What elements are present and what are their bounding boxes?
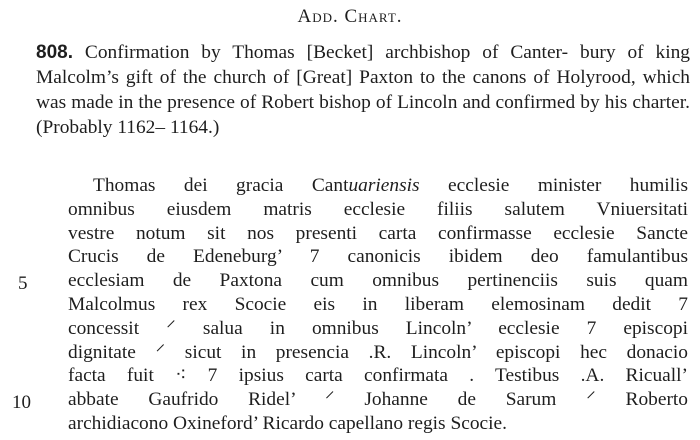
charter-line-1-text: Thomas dei gracia Cant xyxy=(93,175,349,196)
line-number-5: 5 xyxy=(18,273,28,294)
charter-text xyxy=(68,174,688,436)
charter-line-6: Malcolmus rex Scocie eis in liberam elemosinam dedit 7 xyxy=(68,293,688,315)
charter-line-3: vestre notum sit nos presenti carta confirmasse ecclesie Sancte xyxy=(68,222,688,244)
summary-text-2: bury of king Malcolm’s gift of the church of [Great] Paxton to the xyxy=(36,42,690,88)
charter-line-1-italic: uariensis xyxy=(348,175,420,196)
charter-line-2: omnibus eiusdem matris ecclesie filiis salutem Vniuersitati xyxy=(68,198,688,220)
charter-line-8: dignitate ⸍ sicut in presencia .R. Lincoln’ episcopi hec donacio xyxy=(68,341,688,363)
page-heading xyxy=(0,6,700,28)
charter-line-9: facta fuit ⁖ 7 ipsius carta confirmata . Testibus .A. Ricuall’ xyxy=(68,365,688,387)
entry-summary xyxy=(36,40,690,140)
entry-number: 808. xyxy=(36,42,73,63)
chart-section-title: Add. Chart. xyxy=(297,6,403,27)
charter-line-11: archidiacono Oxineford’ Ricardo capellano regis Scocie. xyxy=(68,412,507,434)
summary-text-3: canons of Holyrood, which was made in the presence of Robert xyxy=(36,67,690,113)
charter-line-10: abbate Gaufrido Ridel’ ⸍ Johanne de Sarum ⸍ Roberto xyxy=(68,389,688,411)
charter-line-7: concessit ⸍ salua in omnibus Lincoln’ ecclesie 7 episcopi xyxy=(68,317,688,339)
summary-text-1: Confirmation by Thomas [Becket] archbishop of Canter- xyxy=(84,42,569,63)
charter-line-4: Crucis de Edeneburg’ 7 canonicis ibidem deo famulantibus xyxy=(68,246,688,268)
summary-text-4: bishop of Lincoln and confirmed by his charter. (Probably 1162– xyxy=(36,92,690,138)
charter-line-5: ecclesiam de Paxtona cum omnibus pertinenciis suis quam xyxy=(68,270,688,292)
charter-line-1-rest: ecclesie minister humilis xyxy=(419,175,688,196)
charter-line-1 xyxy=(68,174,688,198)
line-number-10: 10 xyxy=(12,392,31,413)
summary-text-5: 1164.) xyxy=(169,117,220,138)
